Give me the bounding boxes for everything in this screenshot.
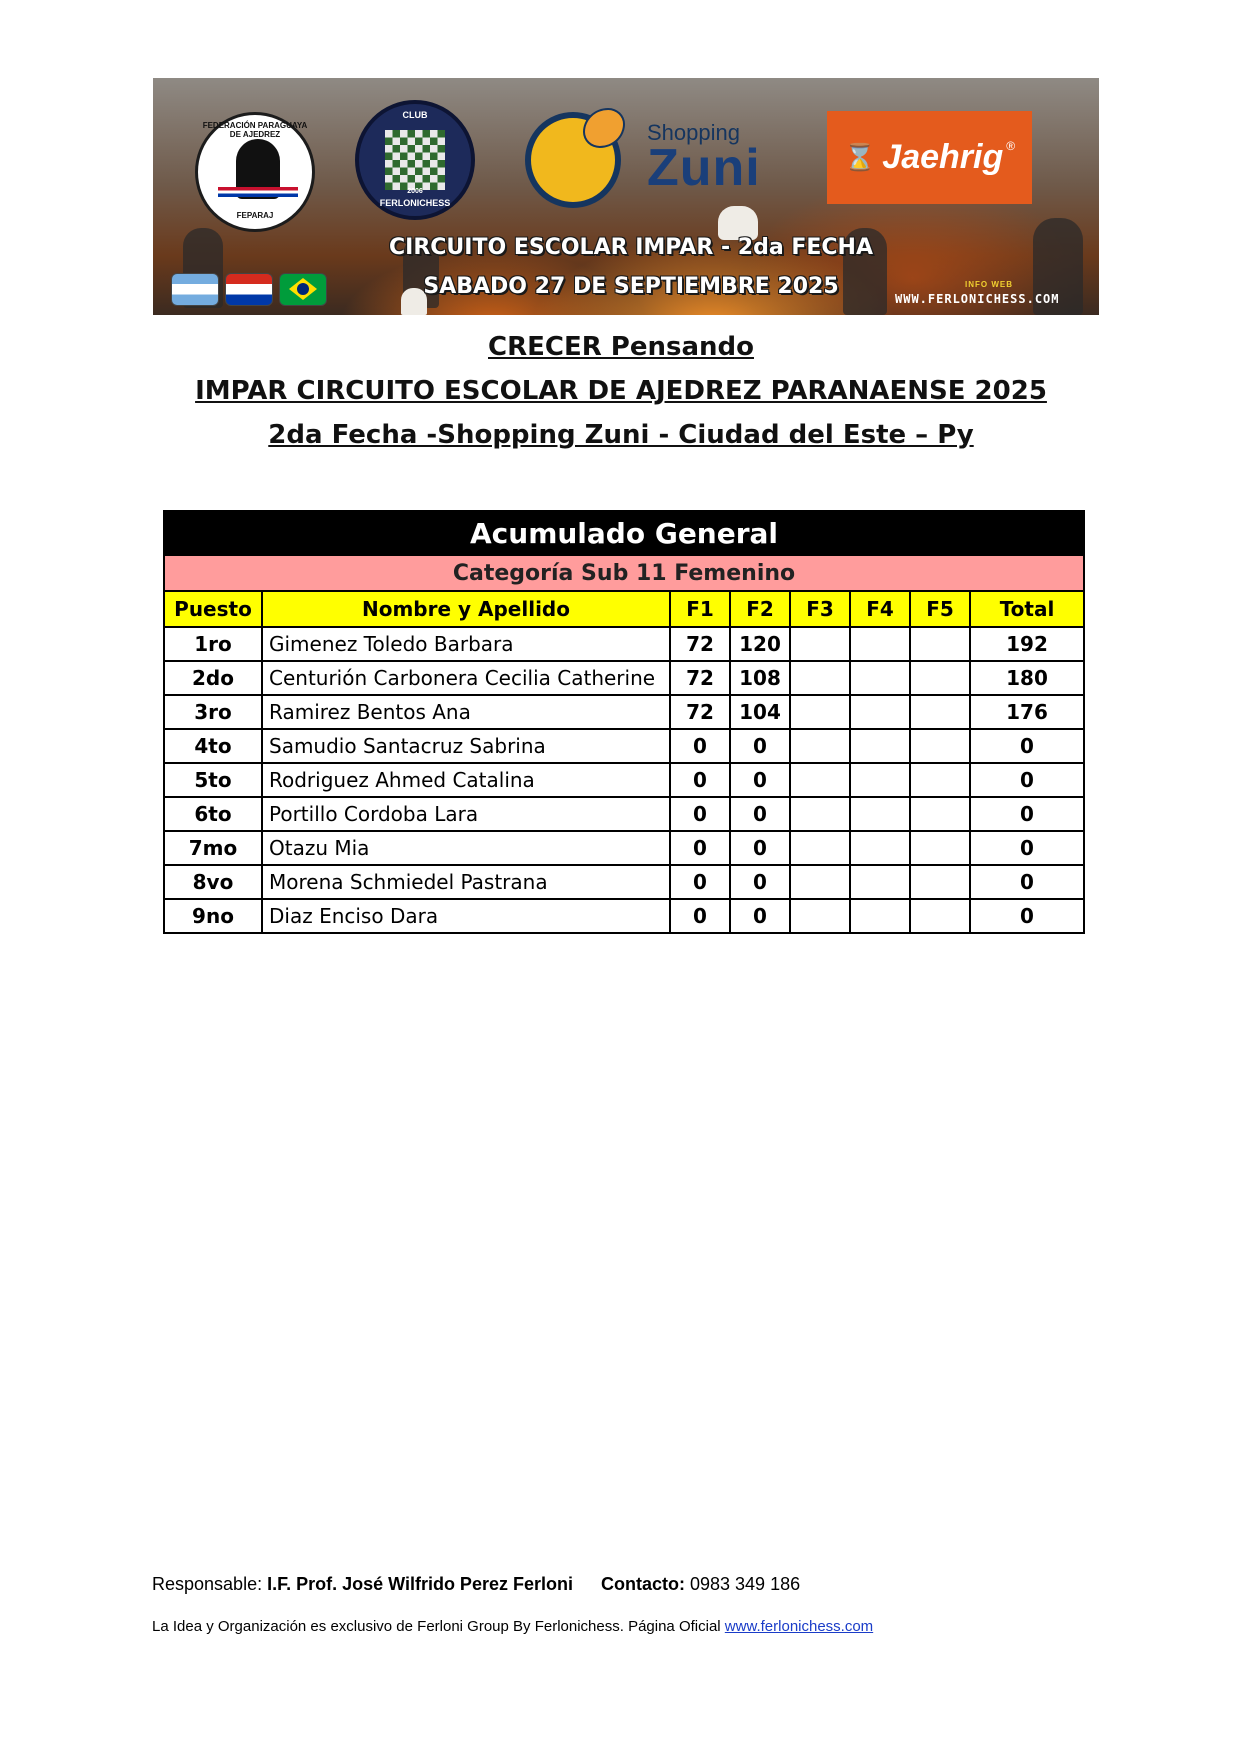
cell-f4 — [850, 729, 910, 763]
club-top-text: CLUB — [402, 110, 428, 120]
cell-total: 0 — [970, 763, 1084, 797]
document-titles — [0, 325, 1242, 457]
cell-nombre: Portillo Cordoba Lara — [262, 797, 670, 831]
cell-f1: 0 — [670, 797, 730, 831]
table-row — [164, 831, 1084, 865]
cell-f2: 0 — [730, 899, 790, 933]
banner-url: WWW.FERLONICHESS.COM — [895, 292, 1060, 306]
cell-nombre: Centurión Carbonera Cecilia Catherine — [262, 661, 670, 695]
cell-nombre: Rodriguez Ahmed Catalina — [262, 763, 670, 797]
contacto-value: 0983 349 186 — [684, 1574, 801, 1594]
cell-puesto: 5to — [164, 763, 262, 797]
table-category: Categoría Sub 11 Femenino — [164, 555, 1084, 591]
cell-f1: 72 — [670, 661, 730, 695]
feparaj-logo — [195, 112, 315, 232]
jaehrig-text: Jaehrig — [882, 138, 1004, 176]
feparaj-ring-text: FEDERACIÓN PARAGUAYA DE AJEDREZ — [202, 121, 308, 139]
cell-f1: 0 — [670, 899, 730, 933]
cell-f3 — [790, 661, 850, 695]
cell-puesto: 2do — [164, 661, 262, 695]
table-row — [164, 695, 1084, 729]
cell-f2: 0 — [730, 729, 790, 763]
official-site-link[interactable]: www.ferlonichess.com — [724, 1618, 874, 1635]
col-header-f3: F3 — [790, 591, 850, 627]
club-year: 2006 — [407, 188, 423, 195]
leaf-icon — [583, 108, 625, 148]
cell-f5 — [910, 695, 970, 729]
cell-f1: 0 — [670, 831, 730, 865]
cell-f5 — [910, 797, 970, 831]
paraguay-stripes-icon — [218, 187, 298, 197]
cell-f4 — [850, 763, 910, 797]
info-web-label: INFO WEB — [965, 280, 1013, 289]
col-header-total: Total — [970, 591, 1084, 627]
hourglass-icon: ⌛ — [843, 142, 877, 172]
cell-f1: 0 — [670, 729, 730, 763]
cell-f2: 0 — [730, 763, 790, 797]
footer-responsable — [152, 1574, 800, 1595]
cell-nombre: Morena Schmiedel Pastrana — [262, 865, 670, 899]
brazil-flag-icon — [279, 273, 327, 306]
title-fecha: 2da Fecha -Shopping Zuni - Ciudad del Este – Py — [268, 420, 974, 450]
footer-organizacion — [152, 1618, 873, 1635]
responsable-label: Responsable: — [152, 1574, 268, 1594]
cell-f5 — [910, 763, 970, 797]
cell-f1: 0 — [670, 865, 730, 899]
cell-f2: 104 — [730, 695, 790, 729]
cell-f2: 0 — [730, 831, 790, 865]
cell-f4 — [850, 899, 910, 933]
club-ferlonichess-logo — [355, 100, 475, 220]
table-title: Acumulado General — [164, 511, 1084, 555]
responsable-name: I.F. Prof. José Wilfrido Perez Ferloni — [267, 1574, 573, 1594]
cell-nombre: Otazu Mia — [262, 831, 670, 865]
cell-f3 — [790, 627, 850, 661]
cell-f4 — [850, 865, 910, 899]
table-row — [164, 763, 1084, 797]
table-row — [164, 661, 1084, 695]
cell-nombre: Samudio Santacruz Sabrina — [262, 729, 670, 763]
cell-puesto: 8vo — [164, 865, 262, 899]
cell-f1: 72 — [670, 695, 730, 729]
cell-f5 — [910, 865, 970, 899]
title-crecer: CRECER Pensando — [488, 332, 754, 362]
cell-total: 180 — [970, 661, 1084, 695]
cell-f5 — [910, 831, 970, 865]
cell-f3 — [790, 797, 850, 831]
cell-total: 0 — [970, 729, 1084, 763]
cell-nombre: Diaz Enciso Dara — [262, 899, 670, 933]
table-row — [164, 797, 1084, 831]
cell-puesto: 7mo — [164, 831, 262, 865]
cell-f4 — [850, 661, 910, 695]
event-banner — [153, 78, 1099, 315]
col-header-f4: F4 — [850, 591, 910, 627]
banner-title: CIRCUITO ESCOLAR IMPAR - 2da FECHA — [389, 235, 873, 260]
cell-puesto: 9no — [164, 899, 262, 933]
cell-f3 — [790, 831, 850, 865]
organizacion-text: La Idea y Organización es exclusivo de Ferloni Group By Ferlonichess. Página Oficial — [152, 1618, 725, 1635]
club-name: FERLONICHESS — [379, 198, 451, 208]
cell-f3 — [790, 729, 850, 763]
cell-f1: 72 — [670, 627, 730, 661]
cell-total: 0 — [970, 899, 1084, 933]
table-header-row — [164, 591, 1084, 627]
cell-total: 0 — [970, 831, 1084, 865]
registered-mark: ® — [1006, 138, 1016, 153]
col-header-puesto: Puesto — [164, 591, 262, 627]
banner-date: SABADO 27 DE SEPTIEMBRE 2025 — [423, 274, 839, 299]
paraguay-flag-icon — [225, 273, 273, 306]
cell-total: 192 — [970, 627, 1084, 661]
cell-nombre: Gimenez Toledo Barbara — [262, 627, 670, 661]
brazil-globe-shape — [297, 283, 309, 295]
standings-table — [163, 510, 1085, 934]
cell-puesto: 6to — [164, 797, 262, 831]
cell-total: 0 — [970, 865, 1084, 899]
chessboard-icon — [385, 130, 445, 190]
cell-f5 — [910, 729, 970, 763]
col-header-f2: F2 — [730, 591, 790, 627]
cell-f4 — [850, 797, 910, 831]
cell-total: 0 — [970, 797, 1084, 831]
cell-f4 — [850, 627, 910, 661]
col-header-f1: F1 — [670, 591, 730, 627]
cell-f5 — [910, 899, 970, 933]
cell-f2: 108 — [730, 661, 790, 695]
cell-nombre: Ramirez Bentos Ana — [262, 695, 670, 729]
cell-f4 — [850, 695, 910, 729]
cell-puesto: 4to — [164, 729, 262, 763]
col-header-nombre: Nombre y Apellido — [262, 591, 670, 627]
zuni-shopping-text: Shopping — [647, 120, 740, 145]
cell-f2: 0 — [730, 797, 790, 831]
cell-f4 — [850, 831, 910, 865]
cell-f3 — [790, 865, 850, 899]
cell-f1: 0 — [670, 763, 730, 797]
standings-table-wrap — [163, 510, 1083, 934]
cell-f5 — [910, 661, 970, 695]
cell-total: 176 — [970, 695, 1084, 729]
cell-f3 — [790, 899, 850, 933]
argentina-flag-icon — [171, 273, 219, 306]
zuni-logo-icon — [525, 112, 621, 208]
table-row — [164, 729, 1084, 763]
cell-f3 — [790, 695, 850, 729]
col-header-f5: F5 — [910, 591, 970, 627]
table-row — [164, 899, 1084, 933]
table-row — [164, 865, 1084, 899]
contacto-label: Contacto: — [600, 1574, 685, 1594]
title-circuit: IMPAR CIRCUITO ESCOLAR DE AJEDREZ PARANAENSE 2025 — [195, 376, 1047, 406]
cell-puesto: 1ro — [164, 627, 262, 661]
cell-f2: 120 — [730, 627, 790, 661]
table-row — [164, 627, 1084, 661]
zuni-name-text: Zuni — [647, 139, 761, 197]
cell-puesto: 3ro — [164, 695, 262, 729]
cell-f5 — [910, 627, 970, 661]
jaehrig-logo — [827, 111, 1032, 204]
feparaj-short: FEPARAJ — [236, 211, 274, 220]
cell-f2: 0 — [730, 865, 790, 899]
cell-f3 — [790, 763, 850, 797]
